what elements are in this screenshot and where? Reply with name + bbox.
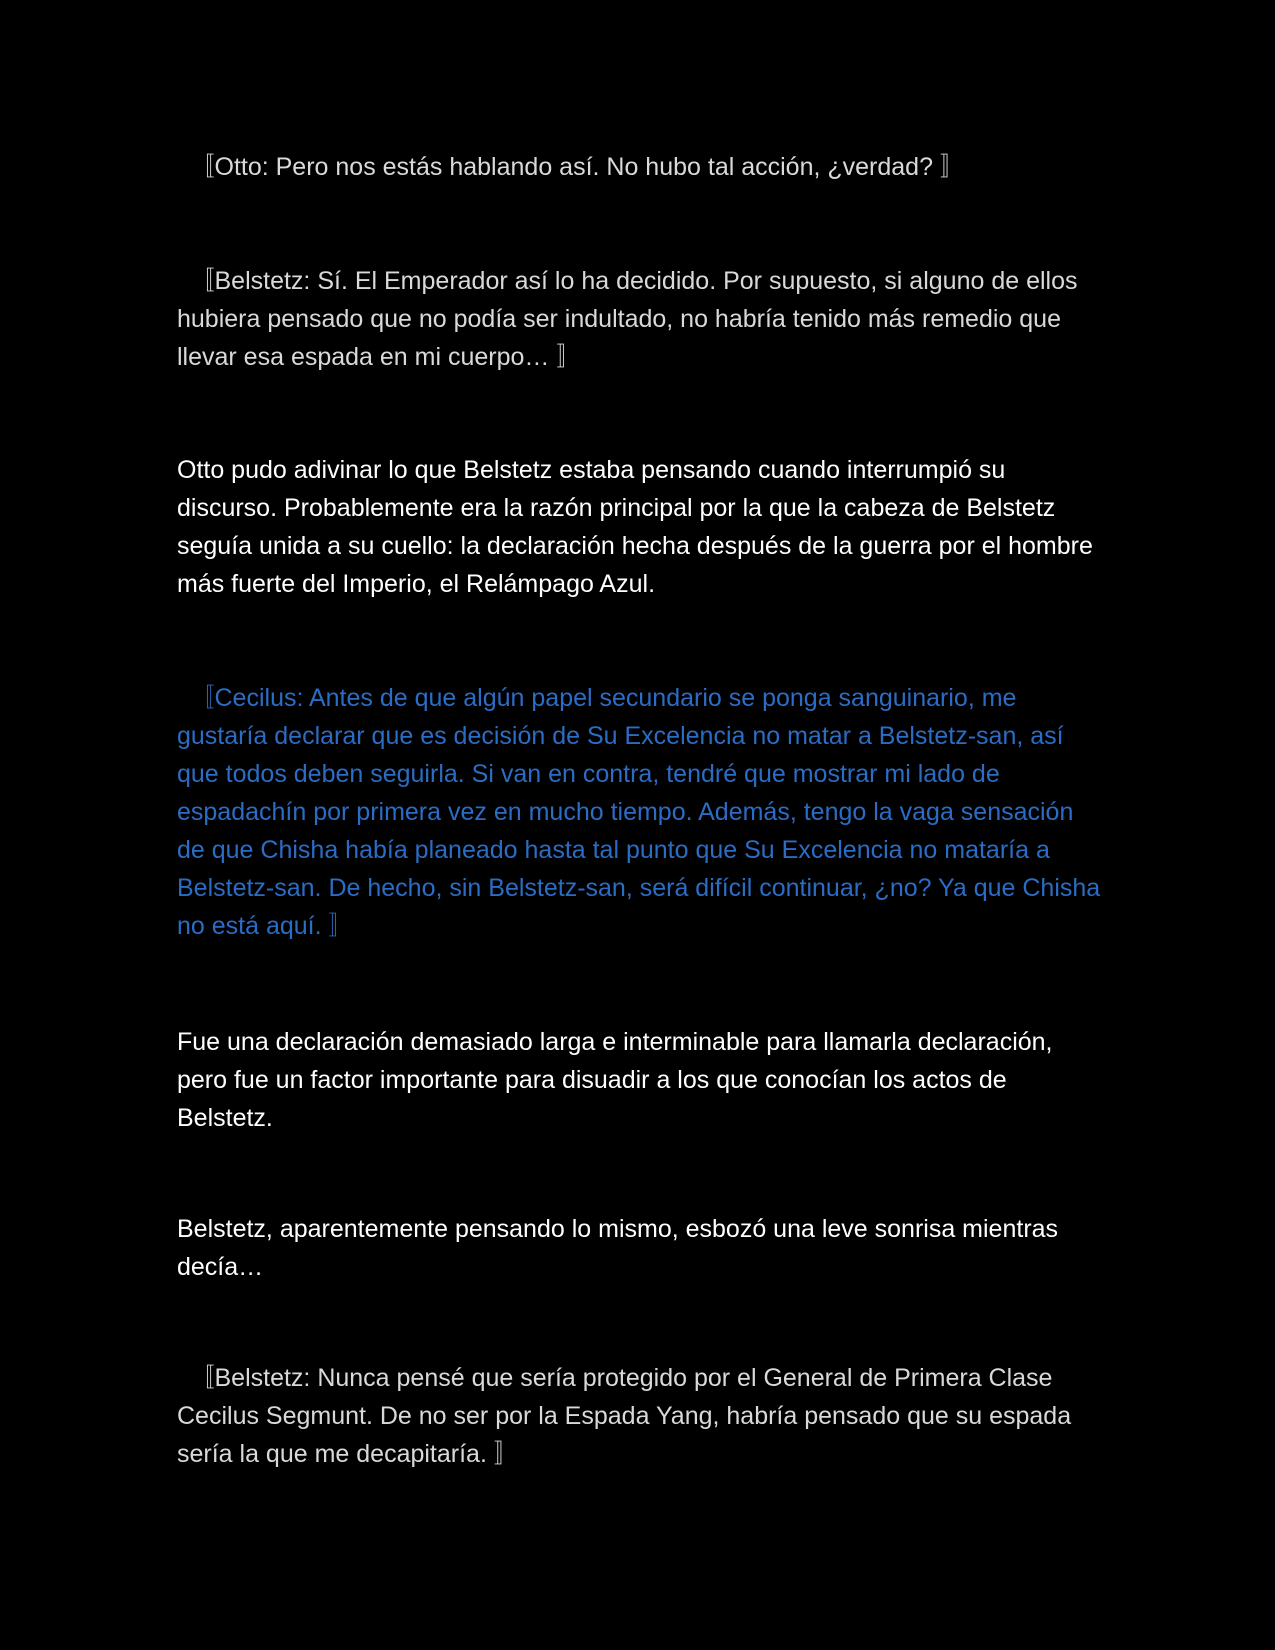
narration-paragraph-1: Otto pudo adivinar lo que Belstetz estaba pensando cuando interrumpió su discurso. Probablemente era la razón principal por la que la cabeza de Belstetz seguía unida a su cuello: la declaración hecha después de la guerra por el hombre más fuerte del Imperio, el Relámpago Azul. [177, 456, 1093, 598]
dialogue-belstetz-2: 〚Belstetz: Nunca pensé que sería protegido por el General de Primera Clase Cecilus Segmunt. De no ser por la Espada Yang, habría pensado que su espada sería la que me decapitaría. 〛 [177, 1364, 1072, 1468]
dialogue-otto-1: 〚Otto: Pero nos estás hablando así. No hubo tal acción, ¿verdad? 〛 [177, 153, 965, 181]
document-page [177, 0, 1107, 1650]
narration-paragraph-2: Fue una declaración demasiado larga e interminable para llamarla declaración, pero fue un factor importante para disuadir a los que conocían los actos de Belstetz. [177, 1028, 1053, 1132]
dialogue-belstetz-1: 〚Belstetz: Sí. El Emperador así lo ha decidido. Por supuesto, si alguno de ellos hubiera pensado que no podía ser indultado, no habría tenido más remedio que llevar esa espada en mi cuerpo… 〛 [177, 267, 1078, 371]
narration-paragraph-3: Belstetz, aparentemente pensando lo mismo, esbozó una leve sonrisa mientras decía… [177, 1215, 1059, 1281]
dialogue-cecilus: 〚Cecilus: Antes de que algún papel secundario se ponga sanguinario, me gustaría declarar que es decisión de Su Excelencia no matar a Belstetz-san, así que todos deben seguirla. Si van en contra, tendré que mostrar mi lado de espadachín por primera vez en mucho tiempo. Además, tengo la vaga sensación de que Chisha había planeado hasta tal punto que Su Excelencia no mataría a Belstetz-san. De hecho, sin Belstetz-san, será difícil continuar, ¿no? Ya que Chisha no está aquí. 〛 [177, 684, 1101, 940]
